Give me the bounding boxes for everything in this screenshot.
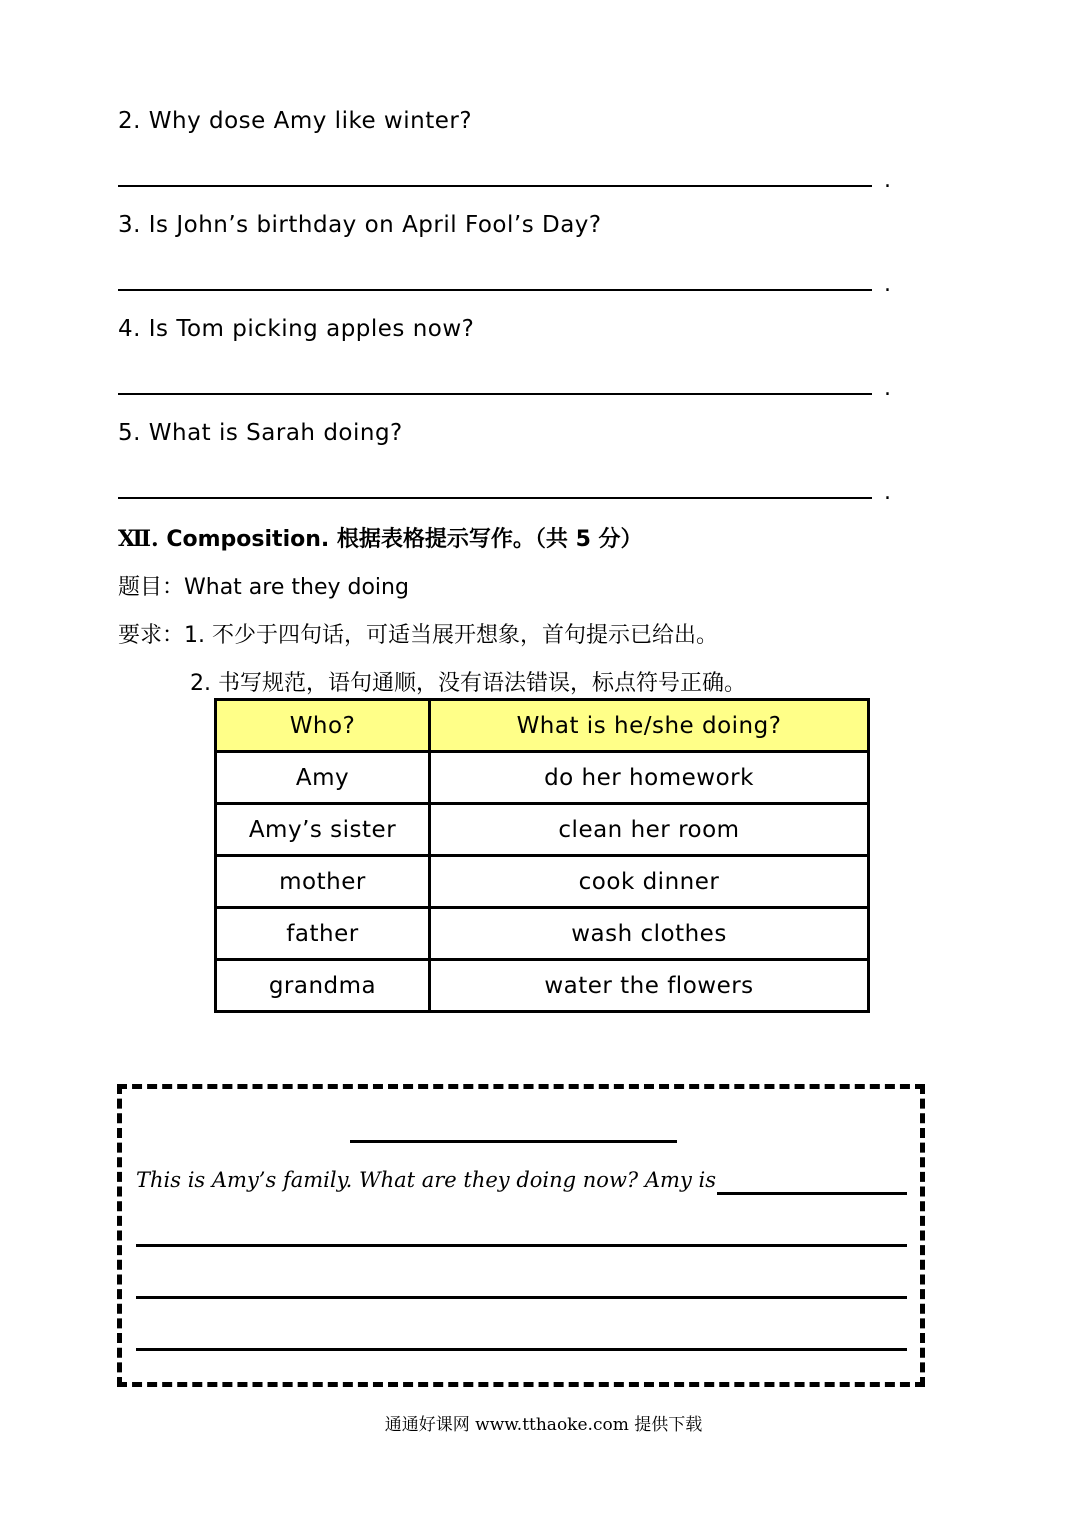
requirement-2: 2. 书写规范，语句通顺，没有语法错误，标点符号正确。 [190, 671, 746, 696]
table-header-row [216, 700, 869, 752]
writing-box [117, 1084, 925, 1387]
starter-sentence: This is Amy’s family. What are they doing now? Amy is [136, 1168, 716, 1192]
section-title: Composition. 根据表格提示写作。（共 5 分） [166, 527, 643, 552]
page-footer: 通通好课网 www.tthaoke.com 提供下载 [384, 1415, 703, 1435]
cell-doing: water the flowers [430, 960, 869, 1012]
answer-line-5 [118, 497, 872, 499]
cell-who: Amy’s sister [216, 804, 430, 856]
composition-topic: 题目：What are they doing [118, 575, 409, 600]
cell-who: mother [216, 856, 430, 908]
table-row [216, 856, 869, 908]
question-5: 5. What is Sarah doing? [118, 420, 403, 446]
header-doing: What is he/she doing? [430, 700, 869, 752]
question-3: 3. Is John’s birthday on April Fool’s Day? [118, 212, 602, 238]
table-row [216, 804, 869, 856]
cell-doing: clean her room [430, 804, 869, 856]
answer-line-4 [118, 393, 872, 395]
cell-doing: cook dinner [430, 856, 869, 908]
section-heading [118, 522, 643, 553]
starter-blank-line[interactable] [717, 1192, 907, 1195]
cell-who: Amy [216, 752, 430, 804]
answer-line-2 [118, 185, 872, 187]
answer-end-2: . [884, 168, 891, 193]
answer-line-3 [118, 289, 872, 291]
answer-end-4: . [884, 376, 891, 401]
cell-who: father [216, 908, 430, 960]
cell-who: grandma [216, 960, 430, 1012]
hint-table [214, 698, 870, 1013]
cell-doing: wash clothes [430, 908, 869, 960]
answer-end-3: . [884, 272, 891, 297]
table-row [216, 908, 869, 960]
header-who: Who? [216, 700, 430, 752]
question-2: 2. Why dose Amy like winter? [118, 108, 473, 134]
answer-end-5: . [884, 480, 891, 505]
cell-doing: do her homework [430, 752, 869, 804]
table-row [216, 752, 869, 804]
question-4: 4. Is Tom picking apples now? [118, 316, 475, 342]
writing-line[interactable] [136, 1244, 907, 1247]
writing-line[interactable] [136, 1348, 907, 1351]
writing-line[interactable] [136, 1296, 907, 1299]
table-row [216, 960, 869, 1012]
section-number: Ⅻ. [118, 526, 159, 552]
requirement-1: 要求：1. 不少于四句话，可适当展开想象，首句提示已给出。 [118, 623, 718, 648]
title-blank-line[interactable] [350, 1140, 677, 1143]
